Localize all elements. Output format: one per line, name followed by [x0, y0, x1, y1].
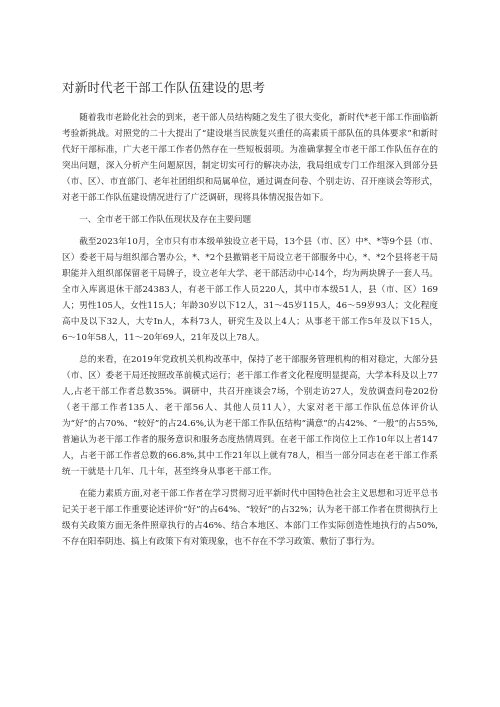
intro-paragraph: 随着我市老龄化社会的到来，老干部人员结构随之发生了很大变化，新时代*老干部工作面临新考验新挑战。对照党的二十大提出了“建设堪当民族复兴重任的高素质干部队伍的具体要求”和新时代好干部标准，广大老干部工作者仍然存在一些短板弱项。为准确掌握全市老干部工作队伍存在的突出问题，深入分析产生问题原因，制定切实可行的解决办法，我局组成专门工作组深入到部分县（市、区）、市直部门、老年社团组织和局属单位，通过调查问卷、个别走访、召开座谈会等形式，对老干部工作队伍建设情况进行了广泛调研，现将具体情况报告如下。: [62, 113, 438, 203]
ability-paragraph: 在能力素质方面,对老干部工作者在学习贯彻习近平新时代中国特色社会主义思想和习近平总书记关于老干部工作重要论述评价“好”的占64%、“较好”的占32%；认为老干部工作者在贯彻执行上级有关政策方面无条件照章执行的占46%、结合本地区、本部门工作实际创造性地执行的占50%,不存在阳奉阴违、搞上有政策下有对策现象，也不存在不学习政策、敷衍了事行为。: [62, 489, 438, 547]
document-title: 对新时代老干部工作队伍建设的思考: [62, 80, 266, 95]
overview-paragraph: 总的来看，在2019年党政机关机构改革中，保持了老干部服务管理机构的相对稳定，大部分县（市、区）委老干局还按照改革前模式运行；老干部工作者文化程度明显提高，大学本科及以上77人,占老干部工作者总数35%。调研中，共召开座谈会7场，个别走访27人，发放调查问卷202份（老干部工作者135人、老干部56人、其他人员11人），大家对老干部工作队伍总体评价认为“好”的占70%、“较好”的占24.6%,认为老干部工作队伍结构“满意”的占42%、“一般”的占55%,普遍认为老干部工作者的服务意识和服务态度热情周到。在老干部工作岗位上工作10年以上者147人，占老干部工作者总数的66.8%,其中工作21年以上就有78人，相当一部分同志在老干部工作系统一干就是十几年、几十年，甚至终身从事老干部工作。: [62, 355, 438, 477]
section-heading: 一、全市老干部工作队伍现状及存在主要问题: [79, 215, 252, 225]
status-paragraph: 截至2023年10月，全市只有市本级单独设立老干局，13个县（市、区）中*、*等9个县（市、区）委老干局与组织部合署办公，*、*2个县撤销老干局设立老干部服务中心，*、*2个县将老干局职能并入组织部保留老干局牌子，设立老年大学、老干部活动中心14个，均为两块牌子一套人马。全市入库离退休干部24383人，有老干部工作人员220人，其中市本级51人，县（市、区）169人；男性105人，女性115人；年龄30岁以下12人，31〜45岁115人，46〜59岁93人；文化程度高中及以下32人，大专In人，本科73人，研究生及以上4人；从事老干部工作5年及以下15人，6〜10年58人，11〜20年69人，21年及以上78人。: [62, 237, 438, 343]
document-body: [62, 110, 438, 550]
